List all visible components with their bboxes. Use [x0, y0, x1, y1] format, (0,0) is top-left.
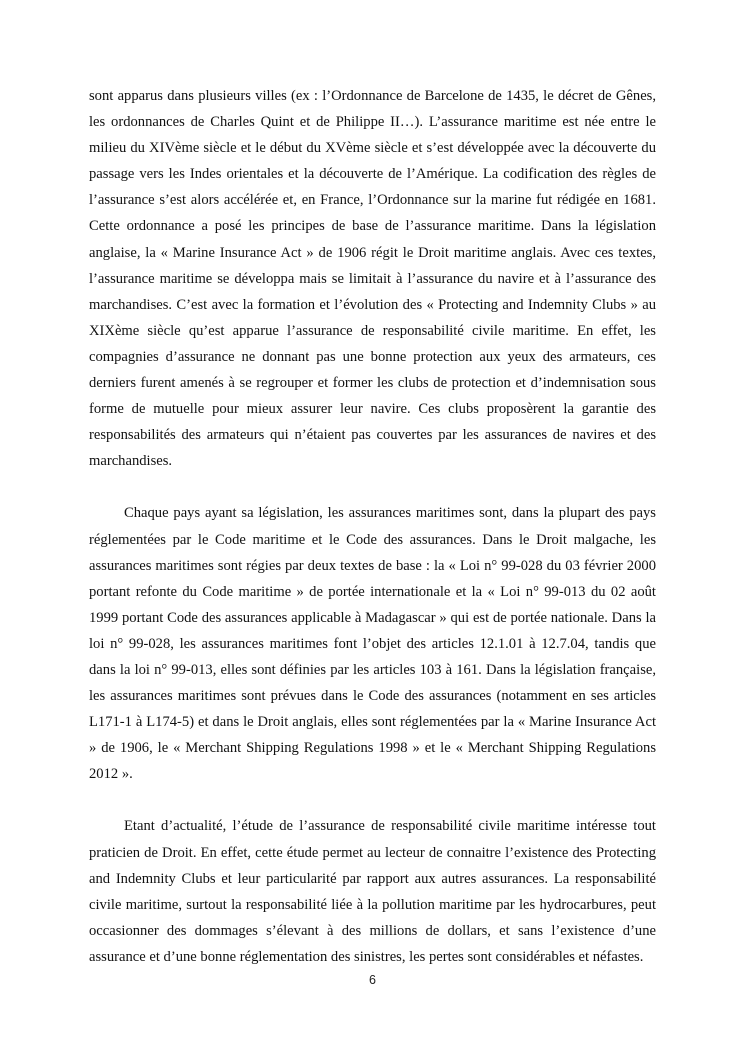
body-text	[89, 83, 656, 970]
paragraph-relevance: Etant d’actualité, l’étude de l’assurance de responsabilité civile maritime intéresse tout praticien de Droit. En effet, cette étude permet au lecteur de connaitre l’existence des Protecting and Indemnity Clubs et leur particularité par rapport aux autres assurances. La responsabilité civile maritime, surtout la responsabilité liée à la pollution maritime par les hydrocarbures, peut occasionner des dommages s’élevant à des millions de dollars, et sans l’existence d’une assurance et d’une bonne réglementation des sinistres, les pertes sont considérables et néfastes.	[89, 818, 656, 965]
paragraph-history: sont apparus dans plusieurs villes (ex : l’Ordonnance de Barcelone de 1435, le décret de Gênes, les ordonnances de Charles Quint et de Philippe II…). L’assurance maritime est née entre le milieu du XIVème siècle et le début du XVème siècle et s’est développée avec la découverte du passage vers les Indes orientales et la découverte de l’Amérique. La codification des règles de l’assurance s’est alors accélérée et, en France, l’Ordonnance sur la marine fut rédigée en 1681. Cette ordonnance a posé les principes de base de l’assurance maritime. Dans la législation anglaise, la « Marine Insurance Act » de 1906 régit le Droit maritime anglais. Avec ces textes, l’assurance maritime se développa mais se limitait à l’assurance du navire et à l’assurance des marchandises. C’est avec la formation et l’évolution des « Protecting and Indemnity Clubs » au XIXème siècle qu’est apparue l’assurance de responsabilité civile maritime. En effet, les compagnies d’assurance ne donnant pas une bonne protection aux yeux des armateurs, ces derniers furent amenés à se regrouper et former les clubs de protection et d’indemnisation sous forme de mutuelle pour mieux assurer leur navire. Ces clubs proposèrent la garantie des responsabilités des armateurs qui n’étaient pas couvertes par les assurances de navires et des marchandises.	[89, 88, 656, 470]
page-number: 6	[369, 973, 376, 987]
paragraph-legislation: Chaque pays ayant sa législation, les assurances maritimes sont, dans la plupart des pays réglementées par le Code maritime et le Code des assurances. Dans le Droit malgache, les assurances maritimes sont régies par deux textes de base : la « Loi n° 99-028 du 03 février 2000 portant refonte du Code maritime » de portée internationale et la « Loi n° 99-013 du 02 août 1999 portant Code des assurances applicable à Madagascar » qui est de portée nationale. Dans la loi n° 99-028, les assurances maritimes font l’objet des articles 12.1.01 à 12.7.04, tandis que dans la loi n° 99-013, elles sont définies par les articles 103 à 161. Dans la législation française, les assurances maritimes sont prévues dans le Code des assurances (notamment en ses articles L171-1 à L174-5) et dans le Droit anglais, elles sont réglementées par la « Marine Insurance Act » de 1906, le « Merchant Shipping Regulations 1998 » et le « Merchant Shipping Regulations 2012 ».	[89, 505, 656, 783]
